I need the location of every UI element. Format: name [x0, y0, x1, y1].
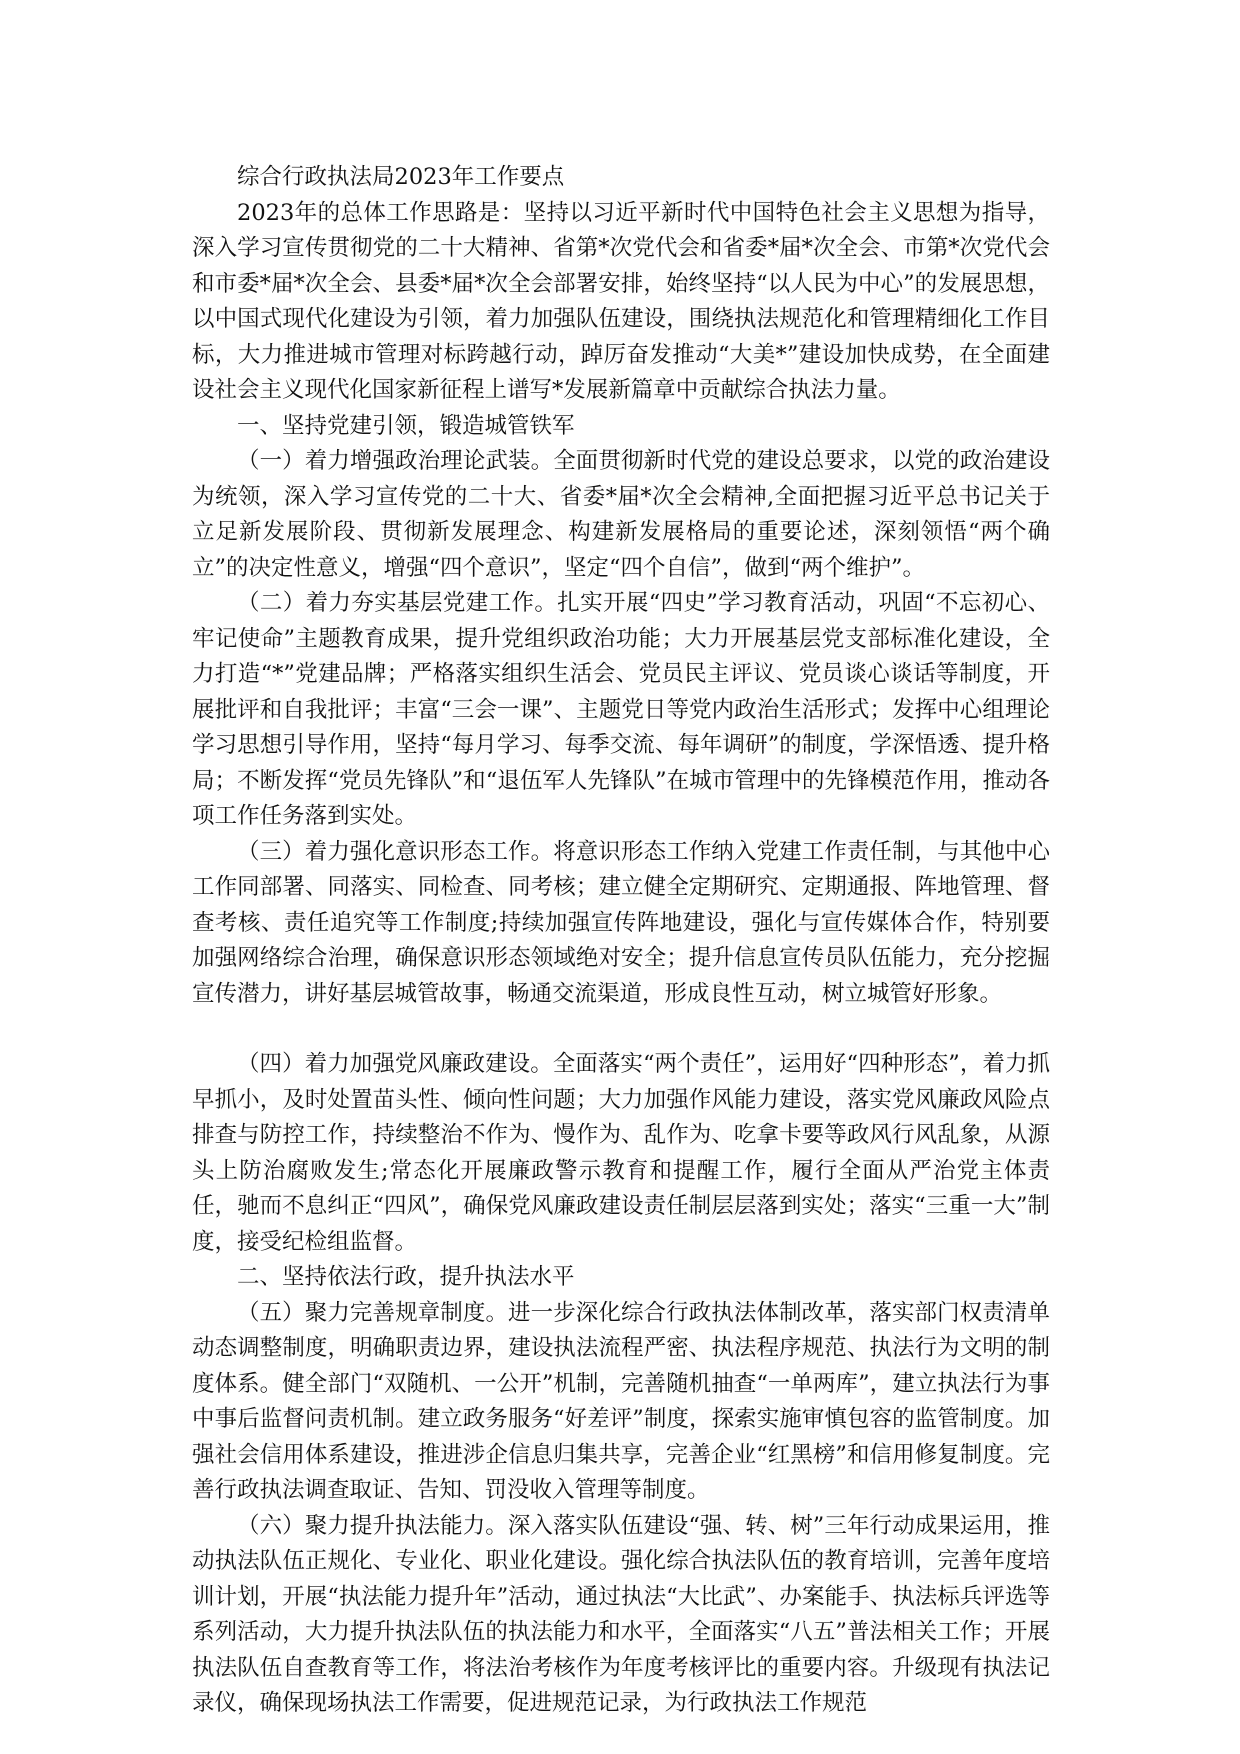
paragraph-6: （六）聚力提升执法能力。深入落实队伍建设“强、转、树”三年行动成果运用，推动执法队伍正规化、专业化、职业化建设。强化综合执法队伍的教育培训，完善年度培训计划，开展“执法能力提升年”活动，通过执法“大比武”、办案能手、执法标兵评选等系列活动，大力提升执法队伍的执法能力和水平，全面落实“八五”普法相关工作；开展执法队伍自查教育等工作，将法治考核作为年度考核评比的重要内容。升级现有执法记录仪，确保现场执法工作需要，促进规范记录，为行政执法工作规范 [192, 1512, 1050, 1716]
paragraph-5: （五）聚力完善规章制度。进一步深化综合行政执法体制改革，落实部门权责清单动态调整制度，明确职责边界，建设执法流程严密、执法程序规范、执法行为文明的制度体系。健全部门“双随机、一公开”机制，完善随机抽查“一单两库”，建立执法行为事中事后监督问责机制。建立政务服务“好差评”制度，探索实施审慎包容的监管制度。加强社会信用体系建设，推进涉企信息归集共享，完善企业“红黑榜”和信用修复制度。完善行政执法调查取证、告知、罚没收入管理等制度。 [192, 1299, 1050, 1503]
document-title: 综合行政执法局2023年工作要点 [237, 164, 565, 190]
paragraph-1: （一）着力增强政治理论武装。全面贯彻新时代党的建设总要求，以党的政治建设为统领，深入学习宣传党的二十大、省委*届*次全会精神,全面把握习近平总书记关于立足新发展阶段、贯彻新发展理念、构建新发展格局的重要论述，深刻领悟“两个确立”的决定性意义，增强“四个意识”，坚定“四个自信”，做到“两个维护”。 [192, 448, 1050, 581]
intro-paragraph: 2023年的总体工作思路是：坚持以习近平新时代中国特色社会主义思想为指导，深入学习宣传贯彻党的二十大精神、省第*次党代会和省委*届*次全会、市第*次党代会和市委*届*次全会、县委*届*次全会部署安排，始终坚持“以人民为中心”的发展思想，以中国式现代化建设为引领，着力加强队伍建设，围绕执法规范化和管理精细化工作目标，大力推进城市管理对标跨越行动，踔厉奋发推动“大美*”建设加快成势，在全面建设社会主义现代化国家新征程上谱写*发展新篇章中贡献综合执法力量。 [192, 199, 1050, 403]
paragraph-4: （四）着力加强党风廉政建设。全面落实“两个责任”，运用好“四种形态”，着力抓早抓小，及时处置苗头性、倾向性问题；大力加强作风能力建设，落实党风廉政风险点排查与防控工作，持续整治不作为、慢作为、乱作为、吃拿卡要等政风行风乱象，从源头上防治腐败发生;常态化开展廉政警示教育和提醒工作，履行全面从严治党主体责任，驰而不息纠正“四风”，确保党风廉政建设责任制层层落到实处；落实“三重一大”制度，接受纪检组监督。 [192, 1051, 1050, 1255]
section-heading-2: 二、坚持依法行政，提升执法水平 [237, 1264, 575, 1290]
document-page [192, 160, 1050, 1722]
paragraph-2: （二）着力夯实基层党建工作。扎实开展“四史”学习教育活动，巩固“不忘初心、牢记使命”主题教育成果，提升党组织政治功能；大力开展基层党支部标准化建设，全力打造“*”党建品牌；严格落实组织生活会、党员民主评议、党员谈心谈话等制度，开展批评和自我批评；丰富“三会一课”、主题党日等党内政治生活形式；发挥中心组理论学习思想引导作用，坚持“每月学习、每季交流、每年调研”的制度，学深悟透、提升格局；不断发挥“党员先锋队”和“退伍军人先锋队”在城市管理中的先锋模范作用，推动各项工作任务落到实处。 [192, 590, 1050, 829]
section-heading-1: 一、坚持党建引领，锻造城管铁军 [237, 412, 575, 439]
paragraph-3: （三）着力强化意识形态工作。将意识形态工作纳入党建工作责任制，与其他中心工作同部署、同落实、同检查、同考核；建立健全定期研究、定期通报、阵地管理、督查考核、责任追究等工作制度;持续加强宣传阵地建设，强化与宣传媒体合作，特别要加强网络综合治理，确保意识形态领域绝对安全；提升信息宣传员队伍能力，充分挖掘宣传潜力，讲好基层城管故事，畅通交流渠道，形成良性互动，树立城管好形象。 [192, 838, 1050, 1007]
